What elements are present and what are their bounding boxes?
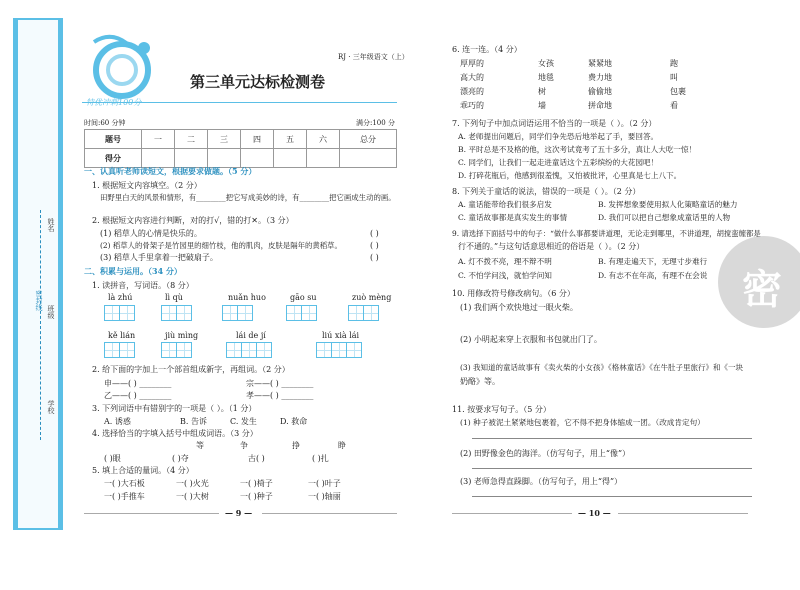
score-col: 三 xyxy=(208,130,241,149)
s2-q3-option[interactable]: C. 发生 xyxy=(230,417,257,426)
score-cell[interactable] xyxy=(241,149,274,168)
s2-q4-blank[interactable]: ( )扎 xyxy=(312,454,329,463)
matching-grid xyxy=(460,58,720,116)
pinyin: jiù mìng xyxy=(165,331,199,340)
s1-q1-text: 田野里白天的风景和情形，有________把它写成美妙的诗，有________把它画成生动的画。 xyxy=(100,193,396,202)
q9-option[interactable]: C. 不怕学问浅，就怕学问知 xyxy=(458,271,552,280)
s1-q2: 2. 根据短文内容进行判断，对的打√，错的打✕。（3 分） xyxy=(92,216,294,225)
pinyin: kě lián xyxy=(108,331,136,340)
school-label: 学校 xyxy=(47,400,55,414)
pinyin: lái de jí xyxy=(236,331,266,340)
match-word[interactable]: 墙 xyxy=(538,101,546,110)
match-word[interactable]: 女孩 xyxy=(538,59,554,68)
section-1-title: 一、认真听老师读短文，根据要求做题。（5 分） xyxy=(84,166,257,176)
answer-paren[interactable]: ( ) xyxy=(370,253,379,262)
write-grid[interactable] xyxy=(348,305,378,325)
q7-option[interactable]: B. 平时总是不及格的他，这次考试竟考了五十多分，真让人大吃一惊！ xyxy=(458,145,697,154)
score-cell[interactable] xyxy=(175,149,208,168)
score-row xyxy=(85,149,397,168)
pinyin: liú xià lái xyxy=(322,331,360,340)
s2-q3-option[interactable]: B. 告诉 xyxy=(180,417,207,426)
q7-option[interactable]: D. 打碎花瓶后，他感到很羞愧，又怕被批评，心里真是七上八下。 xyxy=(458,171,682,180)
s2-q2-item[interactable]: 申——( ) ________ xyxy=(104,379,172,388)
score-col: 二 xyxy=(175,130,208,149)
q8-option[interactable]: C. 童话故事都是真实发生的事情 xyxy=(458,213,568,222)
q10-sentence[interactable]: (2) 小明起来穿上衣服和书包就出门了。 xyxy=(460,335,602,344)
measure-item[interactable]: 一( )椅子 xyxy=(240,479,273,488)
score-header-row xyxy=(85,130,397,149)
q7-option[interactable]: A. 老师提出问题后，同学们争先恐后地举起了手，要回答。 xyxy=(458,132,659,141)
score-col: 五 xyxy=(274,130,307,149)
match-word[interactable]: 乖巧的 xyxy=(460,101,484,110)
s1-j1: (1) 稻草人的心情是快乐的。 xyxy=(100,229,202,238)
slogan: 特优冲刺100分 xyxy=(86,98,142,107)
footer-rule xyxy=(84,513,219,514)
s2-q2-item[interactable]: 宗——( ) ________ xyxy=(246,379,314,388)
page-number: — 10 — xyxy=(578,508,611,518)
write-grid[interactable] xyxy=(226,342,271,362)
s2-q4-word: 挣 xyxy=(292,441,300,450)
match-word[interactable]: 地毯 xyxy=(538,73,554,82)
q7: 7. 下列句子中加点词语运用不恰当的一项是（ ）。（2 分） xyxy=(452,119,657,128)
write-grid[interactable] xyxy=(286,305,316,325)
answer-paren[interactable]: ( ) xyxy=(370,229,379,238)
measure-item[interactable]: 一( )大石板 xyxy=(104,479,145,488)
q11-item: (1) 种子被泥土紧紧地包裹着，它不得不把身体缩成一团。（改成肯定句） xyxy=(460,418,705,427)
s2-q2-item[interactable]: 乙——( ) ________ xyxy=(104,391,172,400)
s2-q4-word: 争 xyxy=(240,441,248,450)
s2-q4-blank[interactable]: 古( ) xyxy=(248,454,265,463)
write-grid[interactable] xyxy=(222,305,252,325)
score-cell[interactable] xyxy=(307,149,340,168)
q11: 11. 按要求写句子。（5 分） xyxy=(452,405,551,414)
match-word[interactable]: 拼命地 xyxy=(588,101,612,110)
match-word[interactable]: 厚厚的 xyxy=(460,59,484,68)
q9-line1: 9. 请选择下面括号中的句子：“做什么事都要讲道理，无论走到哪里，不讲道理，胡搅蛮缠都是 xyxy=(452,229,761,238)
score-col: 题号 xyxy=(85,130,142,149)
score-cell[interactable] xyxy=(340,149,397,168)
footer-rule xyxy=(262,513,397,514)
s2-q4: 4. 选择恰当的字填入括号中组成词语。（3 分） xyxy=(92,429,258,438)
page-number: — 9 — xyxy=(225,508,253,518)
measure-item[interactable]: 一( )叶子 xyxy=(308,479,341,488)
full-score: 满分:100 分 xyxy=(356,119,395,127)
q8-option[interactable]: D. 我们可以把自己想象成童话里的人物 xyxy=(598,213,731,222)
footer-rule xyxy=(618,513,748,514)
measure-item[interactable]: 一( )种子 xyxy=(240,492,273,501)
match-word[interactable]: 树 xyxy=(538,87,546,96)
s2-q4-blank[interactable]: ( )眼 xyxy=(104,454,121,463)
s2-q3-option[interactable]: D. 救命 xyxy=(280,417,308,426)
write-grid[interactable] xyxy=(104,342,134,362)
measure-item[interactable]: 一( )火光 xyxy=(176,479,209,488)
q9-option[interactable]: D. 有志不在年高，有理不在会说 xyxy=(598,271,708,280)
q9-option[interactable]: B. 有理走遍天下，无理寸步难行 xyxy=(598,257,708,266)
s1-q1: 1. 根据短文内容填空。（2 分） xyxy=(92,181,202,190)
q10-sentence[interactable]: 奶酪》等。 xyxy=(460,377,500,386)
page-title: 第三单元达标检测卷 xyxy=(190,73,326,91)
match-word[interactable]: 看 xyxy=(670,101,678,110)
q9-option[interactable]: A. 灯不拨不亮，理不辩不明 xyxy=(458,257,552,266)
score-col: 一 xyxy=(142,130,175,149)
match-word[interactable]: 高大的 xyxy=(460,73,484,82)
seal-line xyxy=(40,210,41,440)
pinyin: zuò mèng xyxy=(352,293,392,302)
write-grid[interactable] xyxy=(161,342,191,362)
match-word[interactable]: 包裹 xyxy=(670,87,686,96)
score-col: 六 xyxy=(307,130,340,149)
class-label: 班级 xyxy=(47,305,55,319)
q8-option[interactable]: A. 童话能带给我们很多启发 xyxy=(458,200,552,209)
q7-option[interactable]: C. 同学们，让我们一起走进童话这个五彩缤纷的大花园吧！ xyxy=(458,158,659,167)
s2-q4-blank[interactable]: ( )夺 xyxy=(172,454,189,463)
pinyin: nuǎn huo xyxy=(228,293,266,302)
score-cell[interactable] xyxy=(274,149,307,168)
score-col: 总分 xyxy=(340,130,397,149)
s1-j3: (3) 稻草人手里拿着一把破扇子。 xyxy=(100,253,218,262)
score-table xyxy=(84,129,397,168)
match-word[interactable]: 叫 xyxy=(670,73,678,82)
score-cell[interactable] xyxy=(142,149,175,168)
s2-q3: 3. 下列词语中有错别字的一项是（ ）。（1 分） xyxy=(92,404,257,413)
score-row-label: 得分 xyxy=(85,149,142,168)
q10-sentence[interactable]: (3) 我知道的童话故事有《卖火柴的小女孩》《格林童话》《在牛肚子里旅行》和《一块 xyxy=(460,363,744,372)
seal-character: 密 xyxy=(742,267,782,313)
grade-tag: RJ · 三年级语文（上） xyxy=(338,53,409,61)
q9-line2: 行不通的。”与这句话意思相近的俗语是（ ）。（2 分） xyxy=(458,242,645,251)
write-grid[interactable] xyxy=(316,342,361,362)
name-label: 姓名 xyxy=(47,218,55,232)
s2-q4-word: 等 xyxy=(196,441,204,450)
match-word[interactable]: 漂亮的 xyxy=(460,87,484,96)
s2-q5: 5. 填上合适的量词。（4 分） xyxy=(92,466,194,475)
measure-item[interactable]: 一( )大树 xyxy=(176,492,209,501)
q11-item: (3) 老师急得直跺脚。（仿写句子，用上“得”） xyxy=(460,477,623,486)
s1-j2: (2) 稻草人的骨架子是竹园里的细竹枝，他的肌肉，皮肤是隔年的黄稻草。 xyxy=(100,241,342,250)
match-word[interactable]: 偷偷地 xyxy=(588,87,612,96)
s2-q4-word: 睁 xyxy=(338,441,346,450)
write-grid[interactable] xyxy=(104,305,134,325)
time-limit: 时间:60 分钟 xyxy=(84,119,126,127)
seal-line-label: 密封线 xyxy=(35,290,43,311)
q10-sentence[interactable]: (1) 我们两个欢快地过一眼火柴。 xyxy=(460,303,578,312)
write-grid[interactable] xyxy=(161,305,191,325)
measure-item[interactable]: 一( )轴丽 xyxy=(308,492,341,501)
answer-paren[interactable]: ( ) xyxy=(370,241,379,250)
score-col: 四 xyxy=(241,130,274,149)
match-word[interactable]: 费力地 xyxy=(588,73,612,82)
match-word[interactable]: 紧紧地 xyxy=(588,59,612,68)
s2-q2: 2. 给下面的字加上一个部首组成新字，再组词。（2 分） xyxy=(92,365,290,374)
pinyin: gāo su xyxy=(290,293,317,302)
q8-option[interactable]: B. 发挥想象要使用拟人化策略童话的魅力 xyxy=(598,200,738,209)
match-word[interactable]: 跑 xyxy=(670,59,678,68)
binding-strip-inner xyxy=(18,20,58,528)
q8: 8. 下列关于童话的说法，错误的一项是（ ）。（2 分） xyxy=(452,187,641,196)
pinyin: là zhú xyxy=(108,293,133,302)
footer-rule xyxy=(452,513,572,514)
section-2-title: 二、积累与运用。（34 分） xyxy=(84,266,182,276)
pinyin: lì qù xyxy=(165,293,183,302)
q6: 6. 连一连。（4 分） xyxy=(452,45,522,54)
q11-item: (2) 田野像金色的海洋。（仿写句子，用上“像”） xyxy=(460,449,631,458)
s2-q2-item[interactable]: 孝——( ) ________ xyxy=(246,391,314,400)
measure-item[interactable]: 一( )手推车 xyxy=(104,492,145,501)
s2-q1: 1. 读拼音，写词语。（8 分） xyxy=(92,281,194,290)
s2-q3-option[interactable]: A. 诱惑 xyxy=(104,417,131,426)
score-cell[interactable] xyxy=(208,149,241,168)
q10: 10. 用修改符号修改病句。（6 分） xyxy=(452,289,575,298)
